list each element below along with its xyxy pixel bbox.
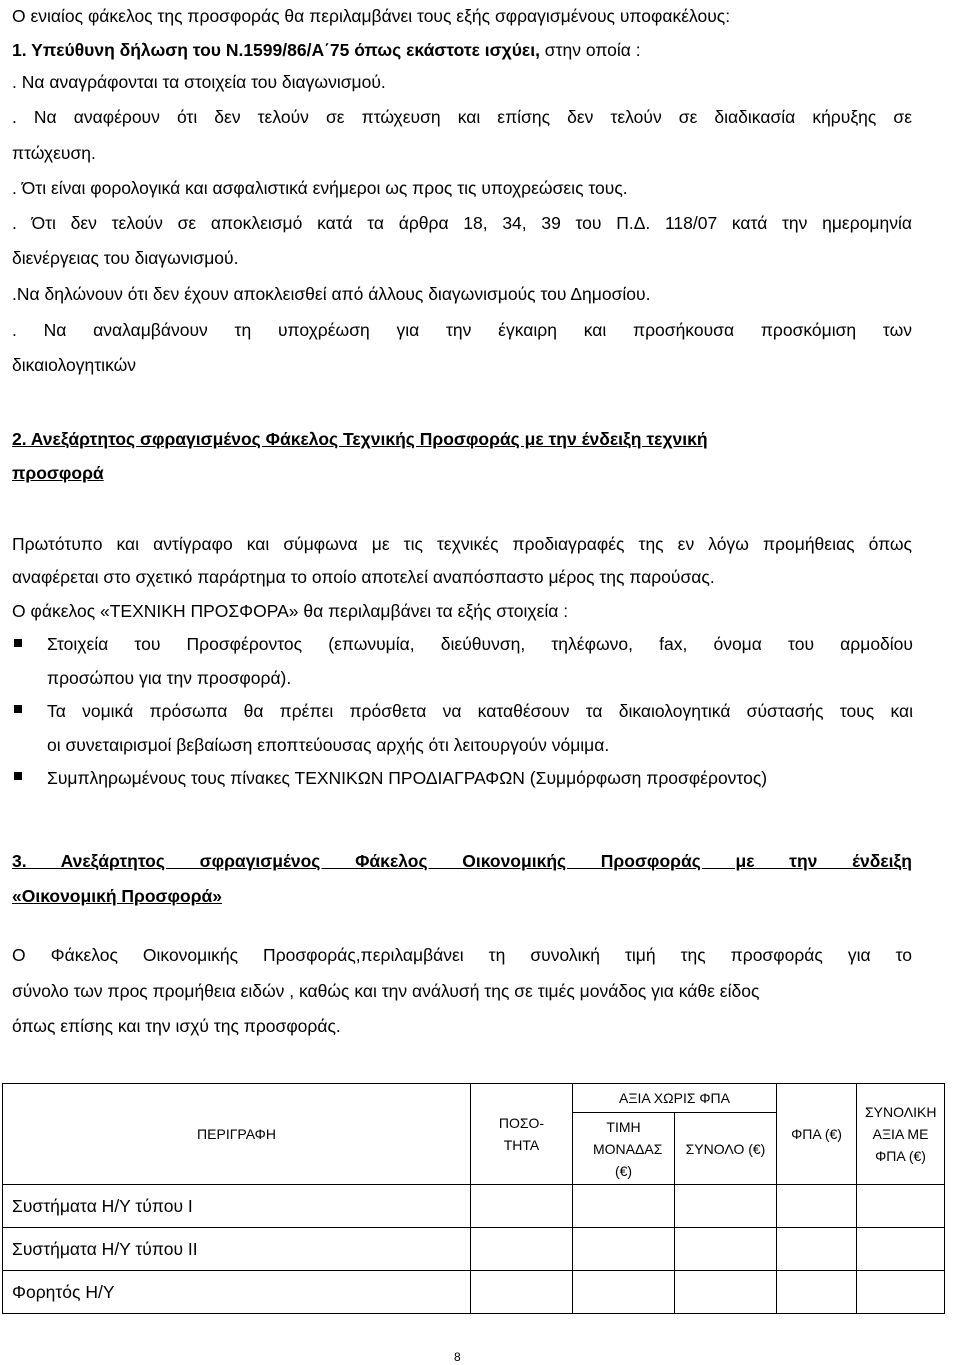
table-cell bbox=[777, 1228, 857, 1271]
section1-title bbox=[12, 40, 641, 60]
table-cell bbox=[777, 1185, 857, 1228]
table-row-description: Φορητός Η/Υ bbox=[3, 1271, 471, 1314]
section3-paragraph: σύνολο των προς προμήθεια ειδών , καθώς και την ανάλυσή της σε τιμές μονάδος για κάθε είδος bbox=[12, 981, 760, 1001]
header-unit-price: ΤΙΜΗ ΜΟΝΑΔΑΣ (€) bbox=[573, 1113, 675, 1185]
table-cell bbox=[675, 1271, 777, 1314]
section3-title: «Οικονομική Προσφορά» bbox=[12, 886, 223, 906]
section1-item: . Ότι είναι φορολογικά και ασφαλιστικά ενήμεροι ως προς τις υποχρεώσεις τους. bbox=[12, 178, 628, 198]
bullet-square-icon bbox=[14, 705, 22, 713]
table-cell bbox=[573, 1185, 675, 1228]
section1-item: διενέργειας του διαγωνισμού. bbox=[12, 248, 239, 268]
header-quantity: ΠΟΣΟ-ΤΗΤΑ bbox=[471, 1084, 573, 1185]
section2-title: 2. Ανεξάρτητος σφραγισμένος Φάκελος Τεχνικής Προσφοράς με την ένδειξη τεχνική bbox=[12, 429, 708, 449]
table-cell bbox=[675, 1228, 777, 1271]
bullet-text: οι συνεταιρισμοί βεβαίωση εποπτεύουσας αρχής ότι λειτουργούν νόμιμα. bbox=[47, 735, 610, 755]
bullet-text: Στοιχεία του Προσφέροντος (επωνυμία, διεύθυνση, τηλέφωνο, fax, όνομα του αρμοδίου bbox=[47, 634, 913, 654]
table-cell bbox=[857, 1271, 945, 1314]
bullet-text: προσώπου για την προσφορά). bbox=[47, 668, 292, 688]
table-cell bbox=[857, 1185, 945, 1228]
section1-item: .Να δηλώνουν ότι δεν έχουν αποκλεισθεί από άλλους διαγωνισμούς του Δημοσίου. bbox=[12, 284, 651, 304]
table-cell bbox=[857, 1228, 945, 1271]
header-description: ΠΕΡΙΓΡΑΦΗ bbox=[3, 1084, 471, 1185]
table-cell bbox=[471, 1228, 573, 1271]
table-cell bbox=[675, 1185, 777, 1228]
section2-paragraph: αναφέρεται στο σχετικό παράρτημα το οποίο αποτελεί αναπόσπαστο μέρος της παρούσας. bbox=[12, 567, 715, 587]
section3-paragraph: όπως επίσης και την ισχύ της προσφοράς. bbox=[12, 1016, 341, 1036]
table-cell bbox=[471, 1185, 573, 1228]
bullet-text: Συμπληρωμένους τους πίνακες ΤΕΧΝΙΚΩΝ ΠΡΟΔΙΑΓΡΑΦΩΝ (Συμμόρφωση προσφέροντος) bbox=[47, 768, 768, 788]
section1-item: πτώχευση. bbox=[12, 143, 96, 163]
table-cell bbox=[471, 1271, 573, 1314]
section2-envelope-line: Ο φάκελος «ΤΕΧΝΙΚΗ ΠΡΟΣΦΟΡΑ» θα περιλαμβάνει τα εξής στοιχεία : bbox=[12, 601, 569, 621]
section2-paragraph: Πρωτότυπο και αντίγραφο και σύμφωνα με τις τεχνικές προδιαγραφές της εν λόγω προμήθειας όπως bbox=[12, 534, 912, 554]
price-table bbox=[2, 1083, 945, 1314]
section1-item: . Ότι δεν τελούν σε αποκλεισμό κατά τα άρθρα 18, 34, 39 του Π.Δ. 118/07 κατά την ημερομηνία bbox=[12, 213, 912, 233]
table-row-description: Συστήματα Η/Υ τύπου ΙΙ bbox=[3, 1228, 471, 1271]
header-value-no-vat: ΑΞΙΑ ΧΩΡΙΣ ΦΠΑ bbox=[573, 1084, 777, 1113]
page-number: 8 bbox=[454, 1350, 461, 1364]
section2-title: προσφορά bbox=[12, 463, 104, 483]
bullet-text: Τα νομικά πρόσωπα θα πρέπει πρόσθετα να καταθέσουν τα δικαιολογητικά σύστασής τους και bbox=[47, 701, 913, 721]
header-vat: ΦΠΑ (€) bbox=[777, 1084, 857, 1185]
intro-text: Ο ενιαίος φάκελος της προσφοράς θα περιλαμβάνει τους εξής σφραγισμένους υποφακέλους: bbox=[12, 6, 731, 26]
section3-title: 3. Ανεξάρτητος σφραγισμένος Φάκελος Οικονομικής Προσφοράς με την ένδειξη bbox=[12, 851, 912, 871]
table-row-description: Συστήματα Η/Υ τύπου Ι bbox=[3, 1185, 471, 1228]
table-cell bbox=[573, 1271, 675, 1314]
section1-item: . Να αναγράφονται τα στοιχεία του διαγωνισμού. bbox=[12, 72, 386, 92]
section1-item: δικαιολογητικών bbox=[12, 355, 137, 375]
bullet-square-icon bbox=[14, 639, 22, 647]
table-cell bbox=[777, 1271, 857, 1314]
section1-item: . Να αναλαμβάνουν τη υποχρέωση για την έγκαιρη και προσήκουσα προσκόμιση των bbox=[12, 320, 912, 340]
header-total: ΣΥΝΟΛΟ (€) bbox=[675, 1113, 777, 1185]
bullet-square-icon bbox=[14, 772, 22, 780]
section1-title-rest: στην οποία : bbox=[539, 40, 641, 60]
section3-paragraph: Ο Φάκελος Οικονομικής Προσφοράς,περιλαμβάνει τη συνολική τιμή της προσφοράς για το bbox=[12, 945, 912, 965]
table-cell bbox=[573, 1228, 675, 1271]
section1-item: . Να αναφέρουν ότι δεν τελούν σε πτώχευση και επίσης δεν τελούν σε διαδικασία κήρυξης σε bbox=[12, 107, 912, 127]
section1-title-bold: 1. Υπεύθυνη δήλωση του Ν.1599/86/Α΄75 όπως εκάστοτε ισχύει, bbox=[12, 40, 540, 60]
header-total-with-vat: ΣΥΝΟΛΙΚΗ ΑΞΙΑ ΜΕ ΦΠΑ (€) bbox=[857, 1084, 945, 1185]
